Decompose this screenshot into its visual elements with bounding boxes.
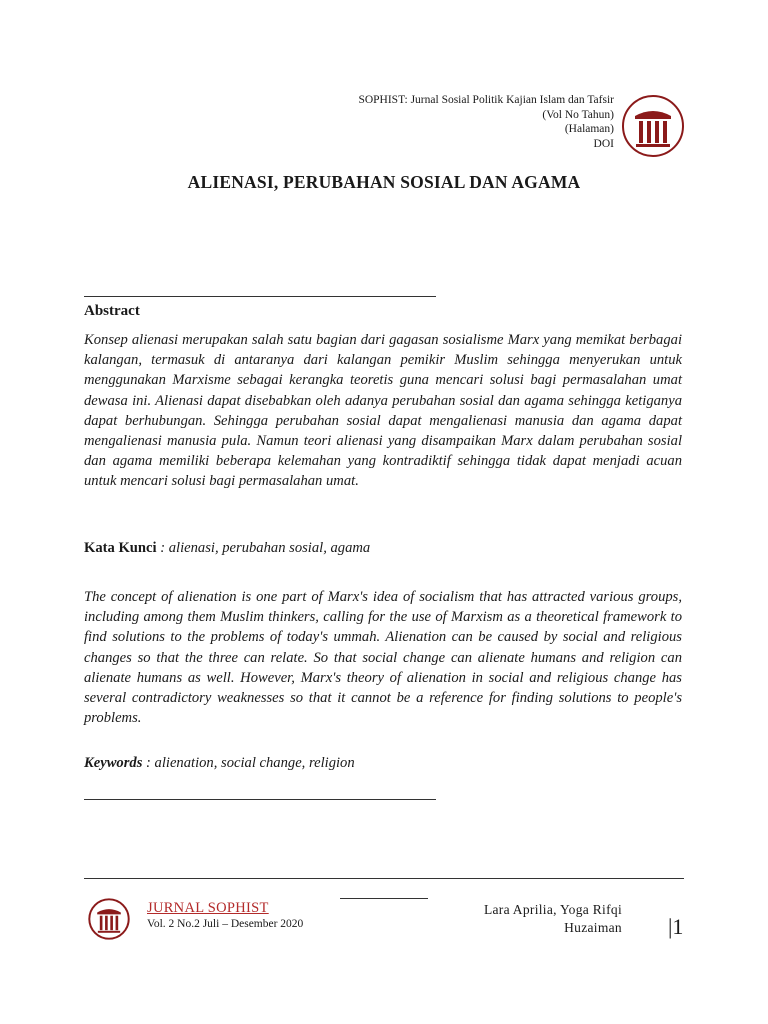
footer-journal-name: JURNAL SOPHIST (147, 900, 269, 916)
keywords-value: : alienation, social change, religion (146, 755, 355, 771)
article-title: ALIENASI, PERUBAHAN SOSIAL DAN AGAMA (187, 172, 581, 192)
authors-line-1: Lara Aprilia, Yoga Rifqi (483, 902, 622, 917)
journal-header (358, 93, 614, 151)
abstract-heading: Abstract (84, 303, 140, 319)
divider-top (84, 296, 436, 297)
page-number: |1 (668, 914, 684, 939)
footer-rule (84, 878, 684, 879)
authors-line-2: Huzaiman (564, 920, 622, 935)
kata-kunci-label: Kata Kunci (84, 540, 157, 556)
kata-kunci (84, 540, 370, 557)
journal-header-doi: DOI (593, 137, 614, 150)
footer-authors (484, 901, 622, 937)
journal-logo-icon (88, 898, 130, 940)
journal-header-title: SOPHIST: Jurnal Sosial Politik Kajian Islam dan Tafsir (358, 94, 614, 106)
keywords-label: Keywords (84, 755, 143, 771)
footer-volume: Vol. 2 No.2 Juli – Desember 2020 (147, 918, 304, 930)
journal-header-pages: (Halaman) (564, 123, 614, 135)
keywords (84, 755, 355, 772)
abstract-indonesian: Konsep alienasi merupakan salah satu bagian dari gagasan sosialisme Marx yang memikat berbagai kalangan, termasuk di antaranya dari kalangan pemikir Muslim sehingga menyerukan untuk menggunakan Marxisme sebagai kerangka teoretis guna mencari solusi bagi permasalahan umat dewasa ini. Alienasi dapat disebabkan oleh adanya perubahan sosial dan agama sehingga ketiganya dapat berhubungan. Sehingga perubahan sosial dapat mengalienasi manusia dan agama dapat mengalienasi manusia pula. Namun teori alienasi yang disampaikan Marx dalam perubahan sosial dan agama memiliki beberapa kelemahan yang kontradiktif sehingga tidak dapat menjadi acuan untuk mencari solusi bagi permasalahan umat. (84, 332, 682, 490)
divider-bottom (84, 799, 436, 800)
journal-logo-icon (621, 94, 685, 158)
footer-rule-short (340, 898, 428, 899)
kata-kunci-value: : alienasi, perubahan sosial, agama (160, 540, 371, 556)
abstract-english: The concept of alienation is one part of Marx's idea of socialism that has attracted various groups, including among them Muslim thinkers, calling for the use of Marxism as a theoretical framework to find solutions to the problems of today's ummah. Alienation can be caused by social and religious changes so that the three can relate. So that social change can alienate humans and religion can alienate humans as well. However, Marx's theory of alienation in social and religious change has several contradictory weaknesses so that it cannot be a reference for finding solutions to people's problems. (84, 589, 682, 727)
journal-header-volume: (Vol No Tahun) (542, 108, 614, 121)
